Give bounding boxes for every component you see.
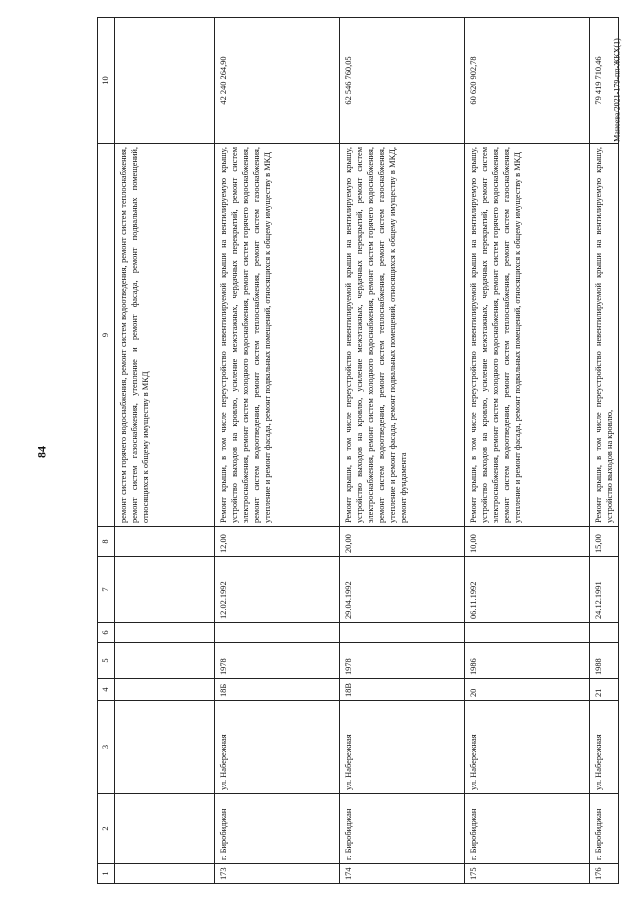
row-number: 176 [590, 864, 619, 884]
row-number: 175 [465, 864, 590, 884]
housing-repair-table [97, 17, 619, 884]
column-6-cell [340, 623, 465, 643]
row-number: 174 [340, 864, 465, 884]
column-header: 2 [98, 794, 115, 864]
street-cell: ул. Набережная [340, 701, 465, 794]
document-footer: Манеева/2021-179-пп-ЖКХ(1) [612, 38, 622, 142]
table-row [465, 18, 590, 884]
date-cell: 06.11.1992 [465, 557, 590, 623]
total-cell: 79 419 710,46 [590, 18, 619, 144]
column-header: 4 [98, 679, 115, 701]
rotated-table-container [97, 18, 615, 884]
column-8-cell: 15,00 [590, 527, 619, 557]
column-8-cell: 10,00 [465, 527, 590, 557]
works-cell: Ремонт крыши, в том числе переустройство невентилируемой крыши на вентилируемую крышу, устройство выходов на кровлю, [590, 144, 619, 527]
column-8-cell: 12,00 [215, 527, 340, 557]
street-cell: ул. Набережная [465, 701, 590, 794]
table-row [115, 18, 215, 884]
total-cell: 60 620 902,78 [465, 18, 590, 144]
date-cell [115, 557, 215, 623]
house-cell: 18В [340, 679, 465, 701]
house-cell [115, 679, 215, 701]
total-cell: 62 546 760,05 [340, 18, 465, 144]
column-header: 10 [98, 18, 115, 144]
year-cell: 1986 [465, 643, 590, 679]
row-number: 173 [215, 864, 340, 884]
date-cell: 29.04.1992 [340, 557, 465, 623]
column-8-cell [115, 527, 215, 557]
city-cell: г. Биробиджан [465, 794, 590, 864]
works-cell: Ремонт крыши, в том числе переустройство невентилируемой крыши на вентилируемую крышу, устройство выходов на кровлю, усиление межэтажных, чердачных перекрытий, ремонт систем электроснабжения, ремонт систем холодного водоснабжения, ремонт систем горячего водоснабжения, ремонт систем водоотведения, ремонт систем теплоснабжения, ремонт систем газоснабжения, утепление и ремонт фасада, ремонт подвальных помещений, относящихся к общему имуществу в МКД, ремонт фундамента [340, 144, 465, 527]
row-number [115, 864, 215, 884]
column-8-cell: 20,00 [340, 527, 465, 557]
house-cell: 18Б [215, 679, 340, 701]
works-cell: Ремонт крыши, в том числе переустройство невентилируемой крыши на вентилируемую крышу, устройство выходов на кровлю, усиление межэтажных, чердачных перекрытий, ремонт систем электроснабжения, ремонт систем холодного водоснабжения, ремонт систем горячего водоснабжения, ремонт систем водоотведения, ремонт систем теплоснабжения, ремонт систем газоснабжения, утепление и ремонт фасада, ремонт подвальных помещений, относящихся к общему имуществу в МКД [465, 144, 590, 527]
works-cell: ремонт систем горячего водоснабжения, ремонт систем водоотведения, ремонт систем теплоснабжения, ремонт систем газоснабжения, утепление и ремонт фасада, ремонт подвальных помещений, относящихся к общему имуществу в МКД [115, 144, 215, 527]
year-cell: 1978 [215, 643, 340, 679]
column-header: 3 [98, 701, 115, 794]
column-6-cell [590, 623, 619, 643]
total-cell: 42 240 264,90 [215, 18, 340, 144]
table-row [340, 18, 465, 884]
table-row [590, 18, 619, 884]
street-cell [115, 701, 215, 794]
year-cell [115, 643, 215, 679]
city-cell [115, 794, 215, 864]
city-cell: г. Биробиджан [215, 794, 340, 864]
column-6-cell [465, 623, 590, 643]
column-header: 9 [98, 144, 115, 527]
column-header: 1 [98, 864, 115, 884]
city-cell: г. Биробиджан [590, 794, 619, 864]
street-cell: ул. Набережная [590, 701, 619, 794]
column-6-cell [115, 623, 215, 643]
column-header: 6 [98, 623, 115, 643]
house-cell: 21 [590, 679, 619, 701]
city-cell: г. Биробиджан [340, 794, 465, 864]
column-header: 7 [98, 557, 115, 623]
works-cell: Ремонт крыши, в том числе переустройство невентилируемой крыши на вентилируемую крышу, устройство выходов на кровлю, усиление межэтажных, чердачных перекрытий, ремонт систем электроснабжения, ремонт систем холодного водоснабжения, ремонт систем горячего водоснабжения, ремонт систем водоотведения, ремонт систем теплоснабжения, ремонт систем газоснабжения, утепление и ремонт фасада, ремонт подвальных помещений, относящихся к общему имуществу в МКД [215, 144, 340, 527]
date-cell: 24.12.1991 [590, 557, 619, 623]
total-cell [115, 18, 215, 144]
page-number: 84 [34, 446, 49, 458]
column-header: 8 [98, 527, 115, 557]
table-row [215, 18, 340, 884]
column-6-cell [215, 623, 340, 643]
house-cell: 20 [465, 679, 590, 701]
street-cell: ул. Набережная [215, 701, 340, 794]
header-row [98, 18, 115, 884]
date-cell: 12.02.1992 [215, 557, 340, 623]
year-cell: 1978 [340, 643, 465, 679]
column-header: 5 [98, 643, 115, 679]
year-cell: 1988 [590, 643, 619, 679]
